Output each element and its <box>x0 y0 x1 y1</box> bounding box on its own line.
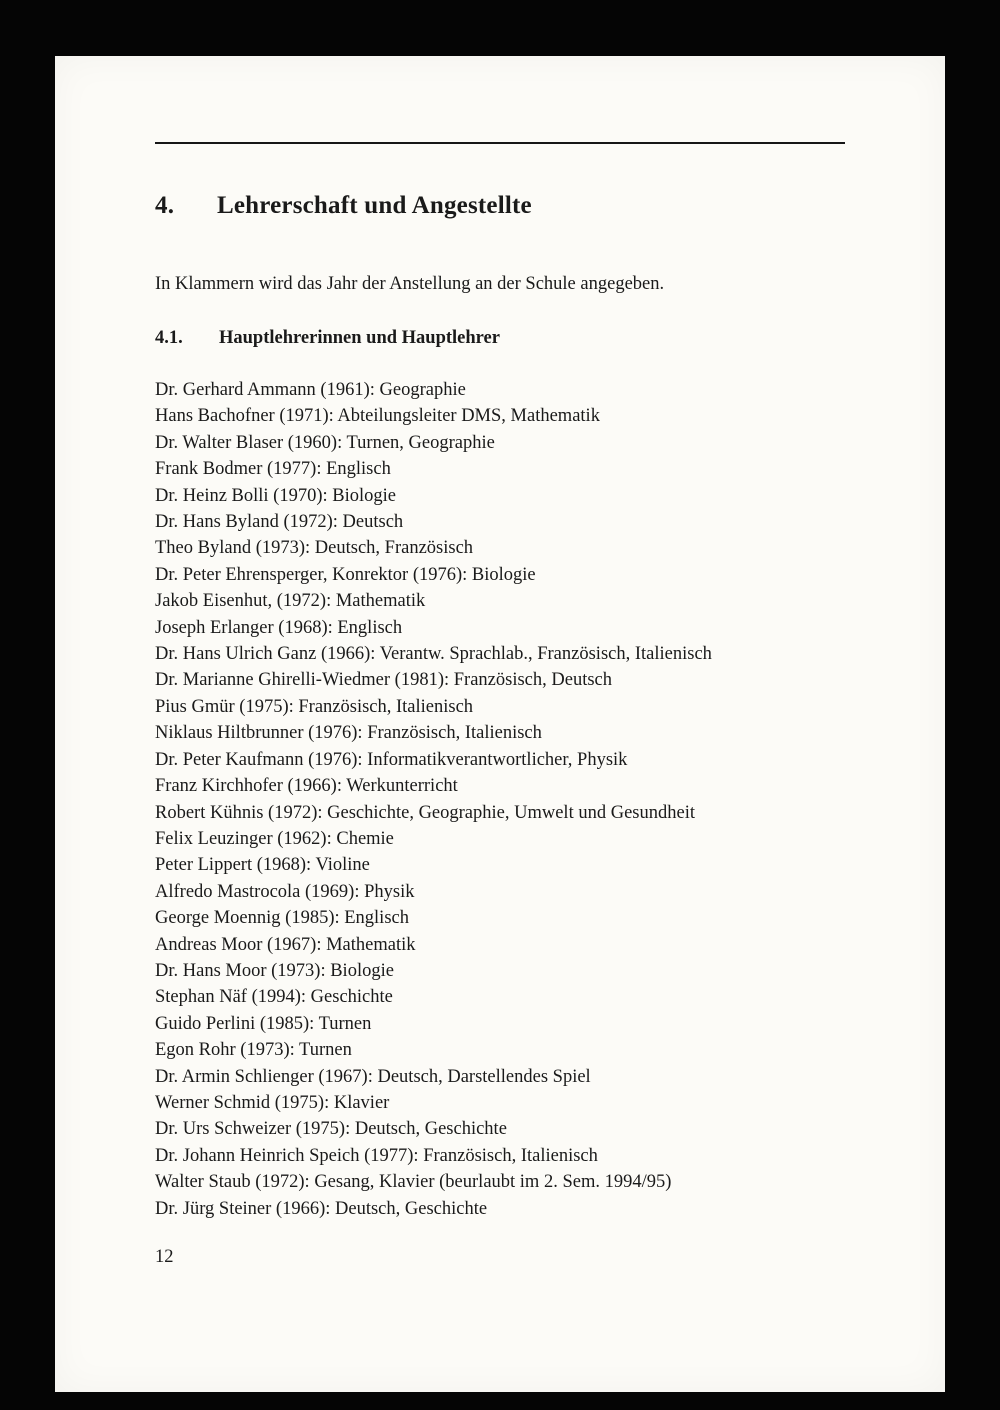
section-heading <box>155 325 890 351</box>
teacher-entry: Hans Bachofner (1971): Abteilungsleiter DMS, Mathematik <box>155 406 600 427</box>
teacher-entry: Alfredo Mastrocola (1969): Physik <box>155 881 415 902</box>
teacher-entry: Jakob Eisenhut, (1972): Mathematik <box>155 591 426 612</box>
teacher-entry: Stephan Näf (1994): Geschichte <box>155 987 393 1008</box>
teacher-entry: Andreas Moor (1967): Mathematik <box>155 934 416 955</box>
teacher-entry: Dr. Armin Schlienger (1967): Deutsch, Darstellendes Spiel <box>155 1066 591 1087</box>
document-page <box>55 56 945 1392</box>
teacher-entry: George Moennig (1985): Englisch <box>155 908 409 929</box>
teacher-entry: Franz Kirchhofer (1966): Werkunterricht <box>155 776 458 797</box>
teacher-entry: Dr. Gerhard Ammann (1961): Geographie <box>155 380 466 400</box>
teacher-entry: Dr. Hans Byland (1972): Deutsch <box>155 512 404 533</box>
teacher-entry: Theo Byland (1973): Deutsch, Französisch <box>155 538 474 559</box>
teacher-entry: Dr. Peter Kaufmann (1976): Informatikverantwortlicher, Physik <box>155 749 628 770</box>
teacher-entry: Dr. Jürg Steiner (1966): Deutsch, Geschichte <box>155 1198 488 1219</box>
teacher-list <box>155 377 900 1222</box>
intro-paragraph: In Klammern wird das Jahr der Anstellung an der Schule angegeben. <box>155 274 665 294</box>
chapter-title: Lehrerschaft und Angestellte <box>217 192 532 219</box>
teacher-entry: Dr. Urs Schweizer (1975): Deutsch, Geschichte <box>155 1119 507 1140</box>
teacher-entry: Dr. Peter Ehrensperger, Konrektor (1976): Biologie <box>155 564 536 585</box>
teacher-entry: Dr. Heinz Bolli (1970): Biologie <box>155 485 396 506</box>
teacher-entry: Dr. Hans Ulrich Ganz (1966): Verantw. Sprachlab., Französisch, Italienisch <box>155 644 712 665</box>
teacher-entry: Pius Gmür (1975): Französisch, Italienisch <box>155 696 474 717</box>
chapter-number: 4. <box>155 192 175 219</box>
teacher-entry: Dr. Johann Heinrich Speich (1977): Französisch, Italienisch <box>155 1145 598 1166</box>
teacher-entry: Guido Perlini (1985): Turnen <box>155 1013 372 1034</box>
teacher-entry: Werner Schmid (1975): Klavier <box>155 1092 390 1113</box>
teacher-entry: Robert Kühnis (1972): Geschichte, Geographie, Umwelt und Gesundheit <box>155 802 695 823</box>
teacher-entry: Dr. Hans Moor (1973): Biologie <box>155 960 394 981</box>
chapter-heading <box>155 190 890 221</box>
section-title: Hauptlehrerinnen und Hauptlehrer <box>219 328 500 348</box>
teacher-entry: Egon Rohr (1973): Turnen <box>155 1040 352 1061</box>
teacher-entry: Dr. Walter Blaser (1960): Turnen, Geographie <box>155 432 495 453</box>
teacher-entry: Peter Lippert (1968): Violine <box>155 855 370 876</box>
section-number: 4.1. <box>155 328 183 348</box>
header-rule <box>155 142 845 144</box>
teacher-entry: Dr. Marianne Ghirelli-Wiedmer (1981): Französisch, Deutsch <box>155 670 612 691</box>
page-number: 12 <box>155 1247 174 1267</box>
teacher-entry: Niklaus Hiltbrunner (1976): Französisch, Italienisch <box>155 723 542 744</box>
teacher-entry: Joseph Erlanger (1968): Englisch <box>155 617 403 638</box>
teacher-entry: Felix Leuzinger (1962): Chemie <box>155 828 394 849</box>
teacher-entry: Walter Staub (1972): Gesang, Klavier (beurlaubt im 2. Sem. 1994/95) <box>155 1172 672 1193</box>
teacher-entry: Frank Bodmer (1977): Englisch <box>155 459 391 480</box>
